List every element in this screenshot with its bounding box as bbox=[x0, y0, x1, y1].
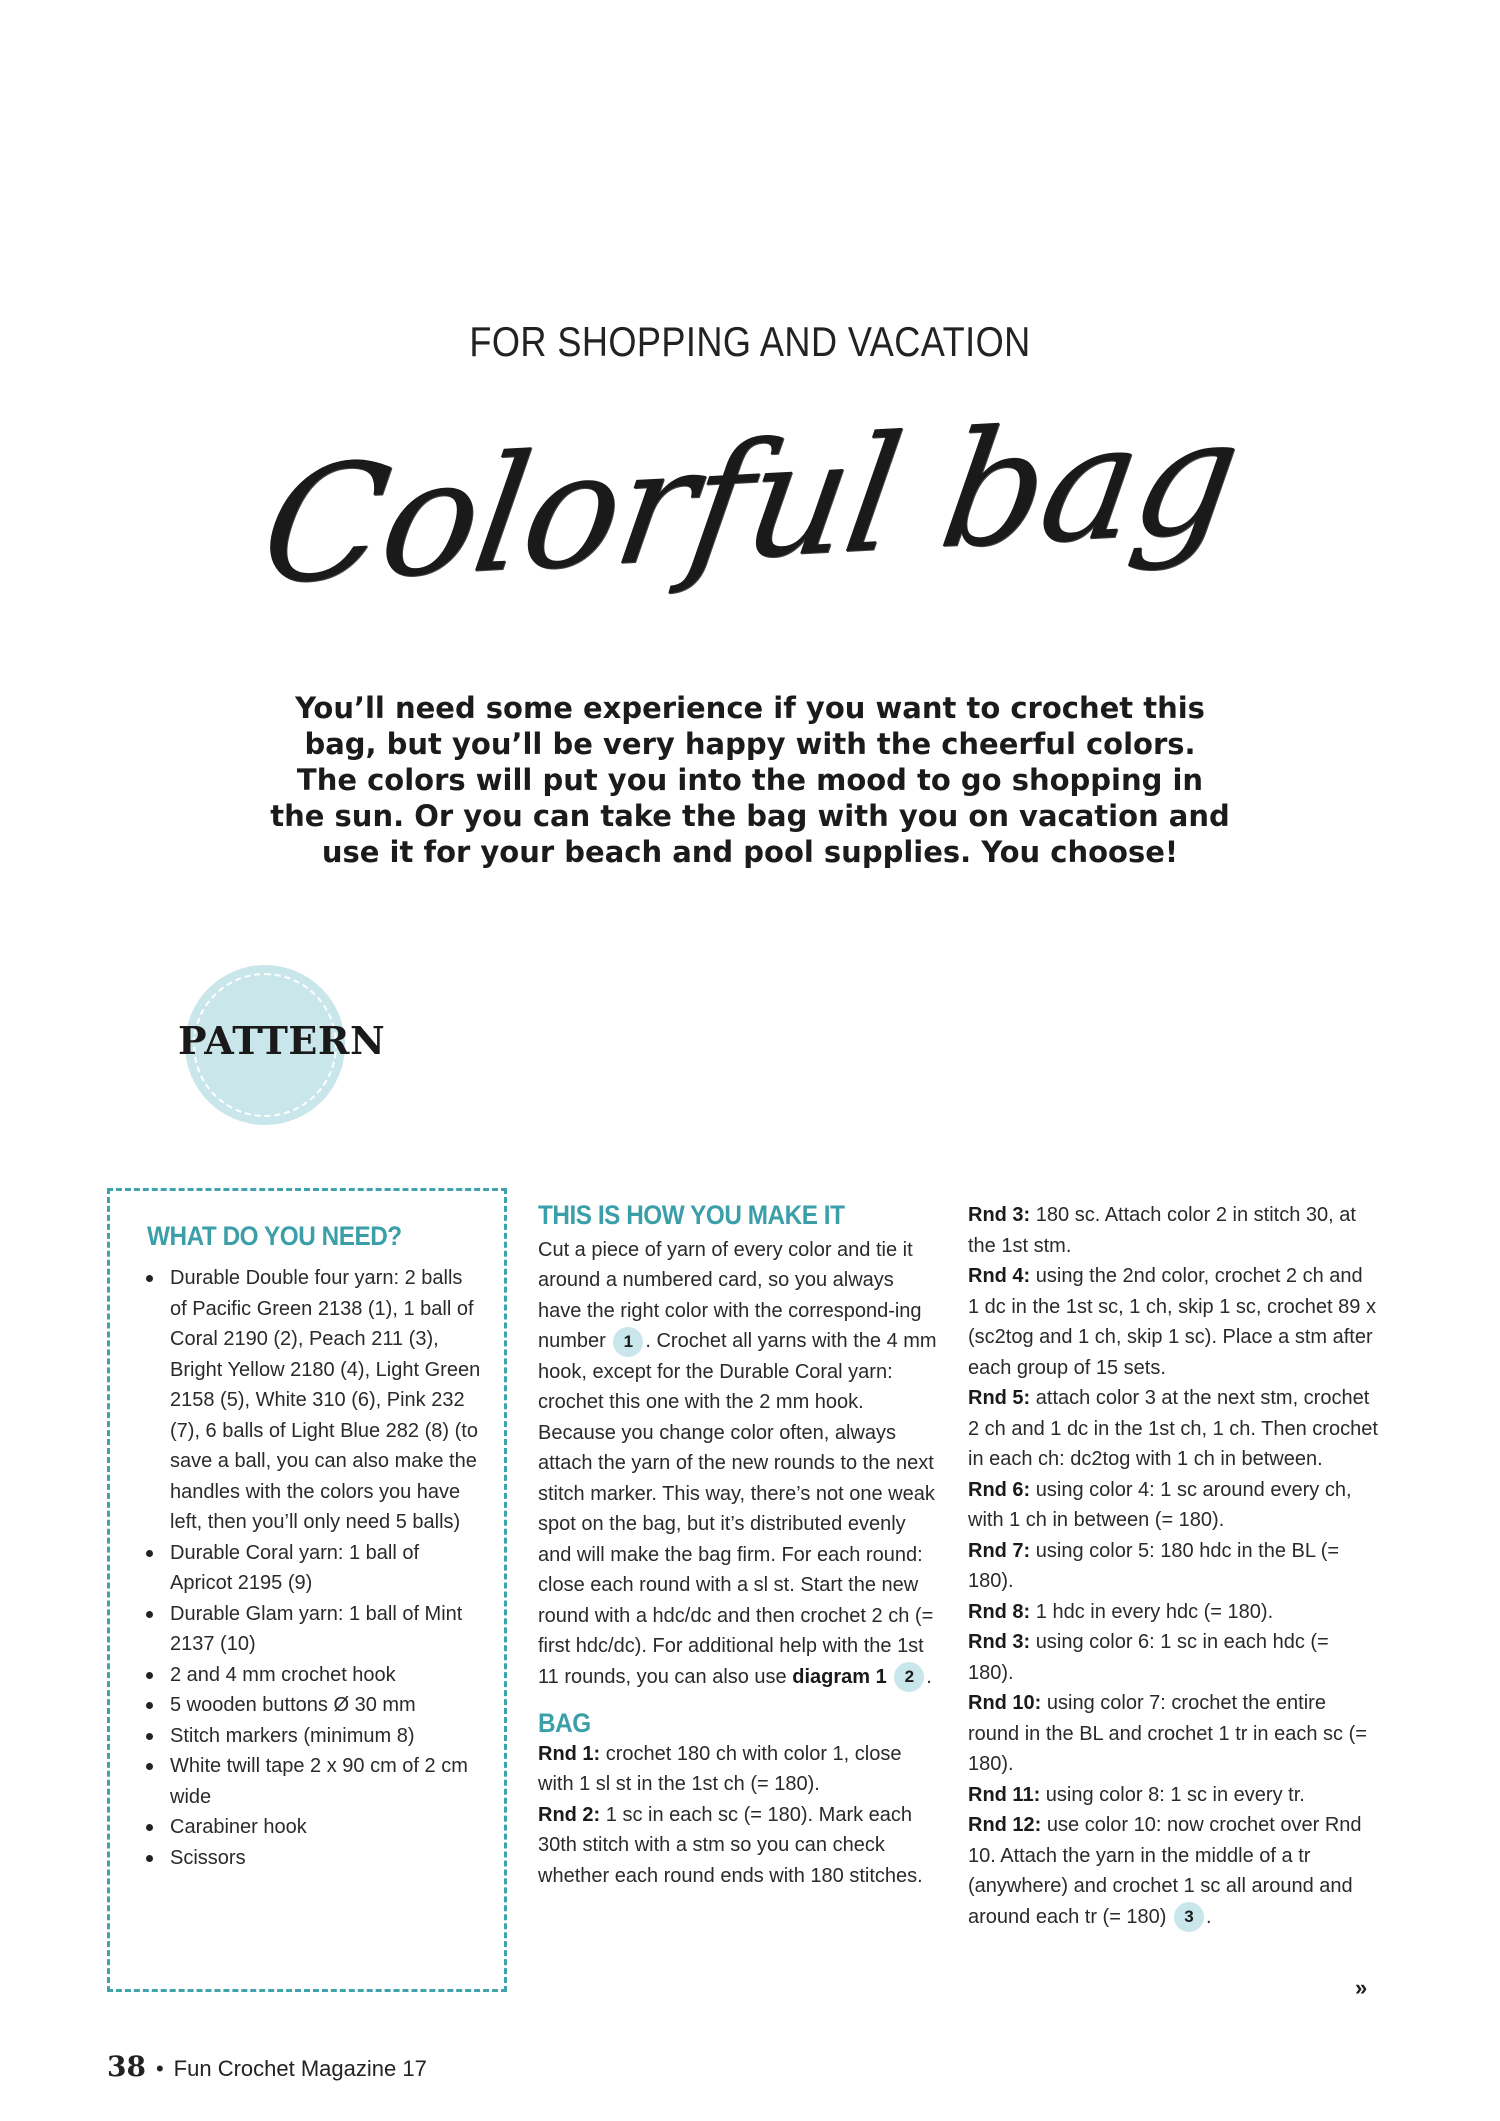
round-label: Rnd 3: bbox=[968, 1631, 1031, 1653]
round-text: using color 4: 1 sc around every ch, with 1 ch in between (= 180). bbox=[968, 1478, 1352, 1531]
round-text: using the 2nd color, crochet 2 ch and 1 dc in the 1st sc, 1 ch, skip 1 sc, crochet 89 x (sc2tog and 1 ch, skip 1 sc). Place a stm after each group of 15 sets. bbox=[968, 1265, 1376, 1379]
round-text: using color 6: 1 sc in each hdc (= 180). bbox=[968, 1631, 1329, 1684]
instructions-column-right bbox=[968, 1200, 1378, 1932]
section-kicker: FOR SHOPPING AND VACATION bbox=[469, 318, 1031, 365]
intro-paragraph: You’ll need some experience if you want to crochet this bag, but you’ll be very happy with the cheerful colors. The colors will put you into the mood to go shopping in the sun. Or you can take the bag with you on vacation and use it for your beach and pool supplies. You choose! bbox=[270, 691, 1230, 869]
round-text: attach color 3 at the next stm, crochet 2 ch and 1 dc in the 1st ch, 1 ch. Then crochet in each ch: dc2tog with 1 ch in between. bbox=[968, 1387, 1378, 1470]
bag-heading: BAG bbox=[538, 1708, 591, 1739]
round-text: use color 10: now crochet over Rnd 10. Attach the yarn in the middle of a tr (anywhere) and crochet 1 sc all around and around each tr (= 180) bbox=[968, 1814, 1362, 1928]
materials-item: 2 and 4 mm crochet hook bbox=[144, 1660, 484, 1691]
round-paragraph bbox=[968, 1597, 1378, 1628]
round-label: Rnd 11: bbox=[968, 1783, 1041, 1806]
round-label: Rnd 2: bbox=[538, 1803, 601, 1826]
round-label: Rnd 6: bbox=[968, 1478, 1031, 1501]
page-number: 38 bbox=[107, 2050, 146, 2083]
round-text-end: . bbox=[1206, 1905, 1212, 1928]
materials-item: Durable Coral yarn: 1 ball of Apricot 2195 (9) bbox=[144, 1538, 484, 1599]
photo-marker-3: 3 bbox=[1174, 1902, 1204, 1932]
materials-item: Carabiner hook bbox=[144, 1812, 484, 1843]
footer-separator: • bbox=[155, 2056, 164, 2081]
round-text: using color 7: crochet the entire round in the BL and crochet 1 tr in each sc (= 180). bbox=[968, 1692, 1367, 1775]
howto-text-end: . bbox=[926, 1665, 932, 1688]
materials-list bbox=[144, 1263, 484, 1873]
photo-marker-2: 2 bbox=[894, 1662, 924, 1692]
continue-arrow-icon: » bbox=[1355, 1975, 1368, 2000]
round-label: Rnd 7: bbox=[968, 1539, 1031, 1562]
howto-paragraph bbox=[538, 1235, 938, 1693]
howto-heading: THIS IS HOW YOU MAKE IT bbox=[538, 1200, 845, 1230]
materials-item: Scissors bbox=[144, 1843, 484, 1874]
round-text: using color 8: 1 sc in every tr. bbox=[1040, 1783, 1305, 1806]
instructions-column-middle bbox=[538, 1200, 938, 1891]
round-paragraph bbox=[968, 1200, 1378, 1261]
photo-marker-1: 1 bbox=[613, 1327, 643, 1357]
round-text: 1 sc in each sc (= 180). Mark each 30th stitch with a stm so you can check whether each round ends with 180 stitches. bbox=[538, 1803, 923, 1887]
howto-text-a: Cut a piece of yarn of every color and tie it around a numbered card, so you always have the right color with the correspond-ing number bbox=[538, 1238, 922, 1352]
round-text: crochet 180 ch with color 1, close with 1 sl st in the 1st ch (= 180). bbox=[538, 1742, 902, 1796]
round-paragraph bbox=[968, 1627, 1378, 1688]
diagram-reference: diagram 1 bbox=[792, 1665, 887, 1688]
round-label: Rnd 10: bbox=[968, 1692, 1042, 1714]
round-paragraph bbox=[968, 1383, 1378, 1475]
page-footer bbox=[107, 2050, 427, 2083]
round-text: using color 5: 180 hdc in the BL (= 180). bbox=[968, 1539, 1340, 1592]
round-paragraph bbox=[968, 1475, 1378, 1536]
round-label: Rnd 8: bbox=[968, 1600, 1031, 1623]
round-label: Rnd 5: bbox=[968, 1387, 1031, 1409]
round-text: 1 hdc in every hdc (= 180). bbox=[1030, 1600, 1274, 1623]
round-label: Rnd 4: bbox=[968, 1265, 1031, 1287]
round-paragraph bbox=[538, 1800, 938, 1892]
pattern-badge-label: PATTERN bbox=[178, 1018, 386, 1063]
materials-item: White twill tape 2 x 90 cm of 2 cm wide bbox=[144, 1751, 484, 1812]
round-paragraph bbox=[968, 1261, 1378, 1383]
round-paragraph bbox=[968, 1536, 1378, 1597]
round-paragraph bbox=[968, 1780, 1378, 1811]
round-paragraph bbox=[968, 1810, 1378, 1932]
round-label: Rnd 12: bbox=[968, 1814, 1042, 1836]
materials-box bbox=[107, 1188, 507, 1992]
materials-item: Stitch markers (minimum 8) bbox=[144, 1721, 484, 1752]
materials-heading: WHAT DO YOU NEED? bbox=[147, 1221, 402, 1251]
howto-text-b: . Crochet all yarns with the 4 mm hook, except for the Durable Coral yarn: crochet this one with the 2 mm hook. Because you change color often, always attach the yarn of the new rounds to the next stitch marker. This way, there’s not one weak spot on the bag, but it’s distributed evenly and will make the bag firm. For each round: close each round with a sl st. Start the new round with a hdc/dc and then crochet 2 ch (= first hdc/dc). For additional help with the 1st 11 rounds, you can also use bbox=[538, 1330, 937, 1688]
round-text: 180 sc. Attach color 2 in stitch 30, at the 1st stm. bbox=[968, 1204, 1356, 1257]
materials-item: Durable Glam yarn: 1 ball of Mint 2137 (10) bbox=[144, 1599, 484, 1660]
round-paragraph bbox=[538, 1739, 938, 1800]
round-paragraph bbox=[968, 1688, 1378, 1780]
materials-item: Durable Double four yarn: 2 balls of Pacific Green 2138 (1), 1 ball of Coral 2190 (2), Peach 211 (3), Bright Yellow 2180 (4), Light Green 2158 (5), White 310 (6), Pink 232 (7), 6 balls of Light Blue 282 (8) (to save a ball, you can also make the handles with the colors you have left, then you’ll only need 5 balls) bbox=[144, 1263, 484, 1538]
page-title: Colorful bag bbox=[250, 383, 1250, 621]
materials-item: 5 wooden buttons Ø 30 mm bbox=[144, 1690, 484, 1721]
magazine-name: Fun Crochet Magazine 17 bbox=[173, 2056, 427, 2081]
round-label: Rnd 1: bbox=[538, 1742, 601, 1765]
round-label: Rnd 3: bbox=[968, 1204, 1031, 1226]
